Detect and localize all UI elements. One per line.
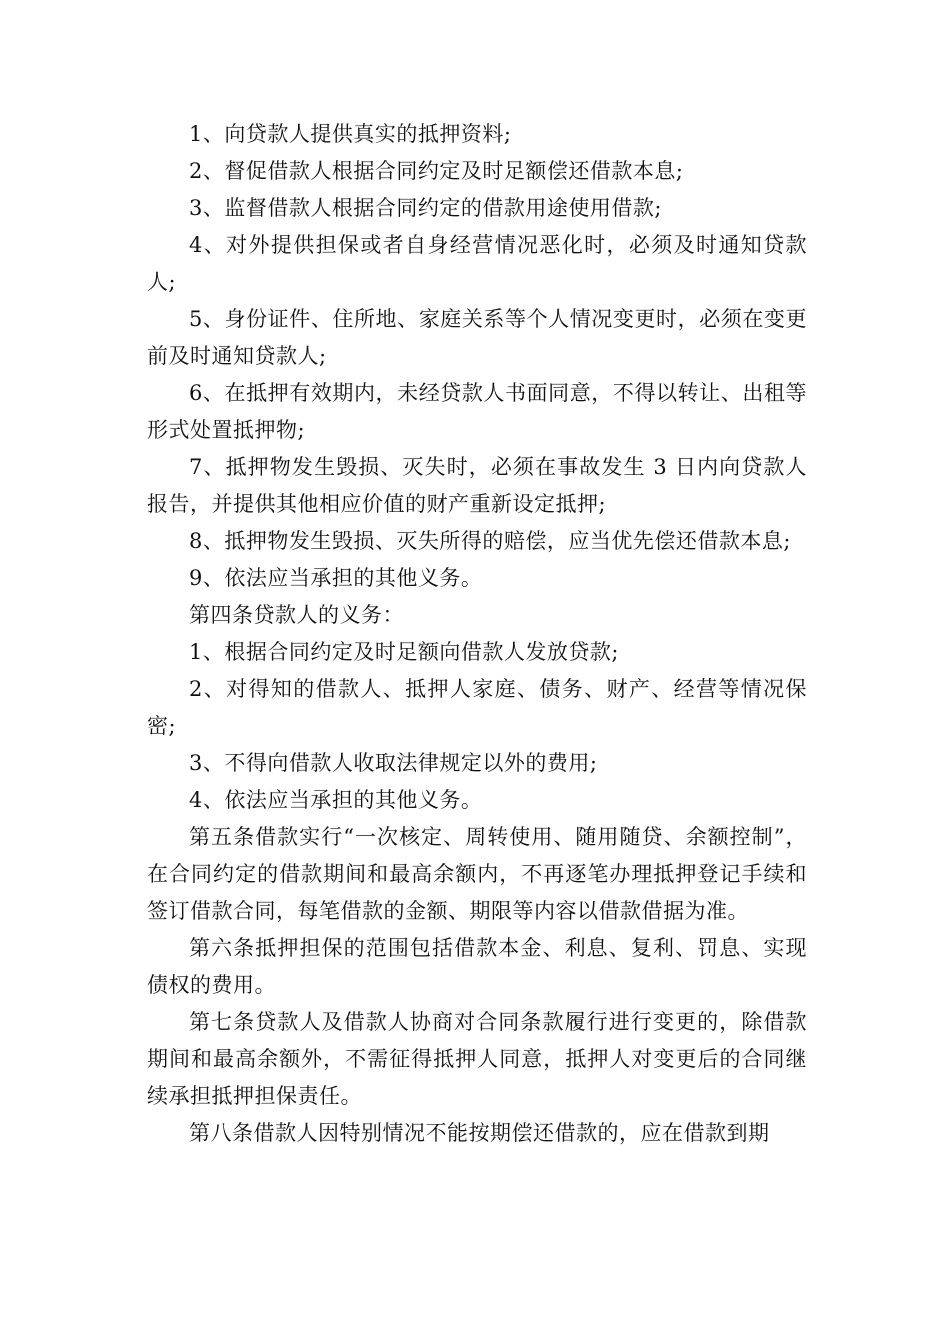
paragraph-borrower-duty-6: 6、在抵押有效期内，未经贷款人书面同意，不得以转让、出租等形式处置抵押物; — [147, 381, 807, 442]
paragraph-borrower-duty-5: 5、身份证件、住所地、家庭关系等个人情况变更时，必须在变更前及时通知贷款人; — [147, 307, 807, 368]
paragraph-borrower-duty-4: 4、对外提供担保或者自身经营情况恶化时，必须及时通知贷款人; — [147, 233, 807, 294]
article-8-paragraph: 第八条借款人因特别情况不能按期偿还借款的，应在借款到期 — [189, 1121, 770, 1145]
paragraph-lender-duty-2: 2、对得知的借款人、抵押人家庭、债务、财产、经营等情况保密; — [147, 677, 807, 738]
article-5-paragraph: 第五条借款实行“一次核定、周转使用、随用随贷、余额控制”，在合同约定的借款期间和最高余额内，不再逐笔办理抵押登记手续和签订借款合同，每笔借款的金额、期限等内容以借款借据为准。 — [147, 825, 807, 923]
paragraph-lender-duty-4: 4、依法应当承担的其他义务。 — [189, 788, 483, 812]
paragraph-lender-duty-1: 1、根据合同约定及时足额向借款人发放贷款; — [189, 640, 619, 664]
paragraph-borrower-duty-1: 1、向贷款人提供真实的抵押资料; — [189, 122, 512, 146]
article-7-paragraph: 第七条贷款人及借款人协商对合同条款履行进行变更的，除借款期间和最高余额外，不需征得抵押人同意，抵押人对变更后的合同继续承担抵押担保责任。 — [147, 1010, 807, 1108]
paragraph-borrower-duty-8: 8、抵押物发生毁损、灭失所得的赔偿，应当优先偿还借款本息; — [189, 529, 791, 553]
article-6-paragraph: 第六条抵押担保的范围包括借款本金、利息、复利、罚息、实现债权的费用。 — [147, 936, 807, 997]
paragraph-lender-duty-3: 3、不得向借款人收取法律规定以外的费用; — [189, 751, 598, 775]
paragraph-borrower-duty-2: 2、督促借款人根据合同约定及时足额偿还借款本息; — [189, 159, 684, 183]
document-body — [147, 116, 807, 1152]
paragraph-borrower-duty-3: 3、监督借款人根据合同约定的借款用途使用借款; — [189, 196, 662, 220]
paragraph-borrower-duty-7: 7、抵押物发生毁损、灭失时，必须在事故发生 3 日内向贷款人报告，并提供其他相应价值的财产重新设定抵押; — [147, 455, 807, 516]
paragraph-borrower-duty-9: 9、依法应当承担的其他义务。 — [189, 566, 483, 590]
article-4-heading: 第四条贷款人的义务： — [189, 603, 404, 627]
